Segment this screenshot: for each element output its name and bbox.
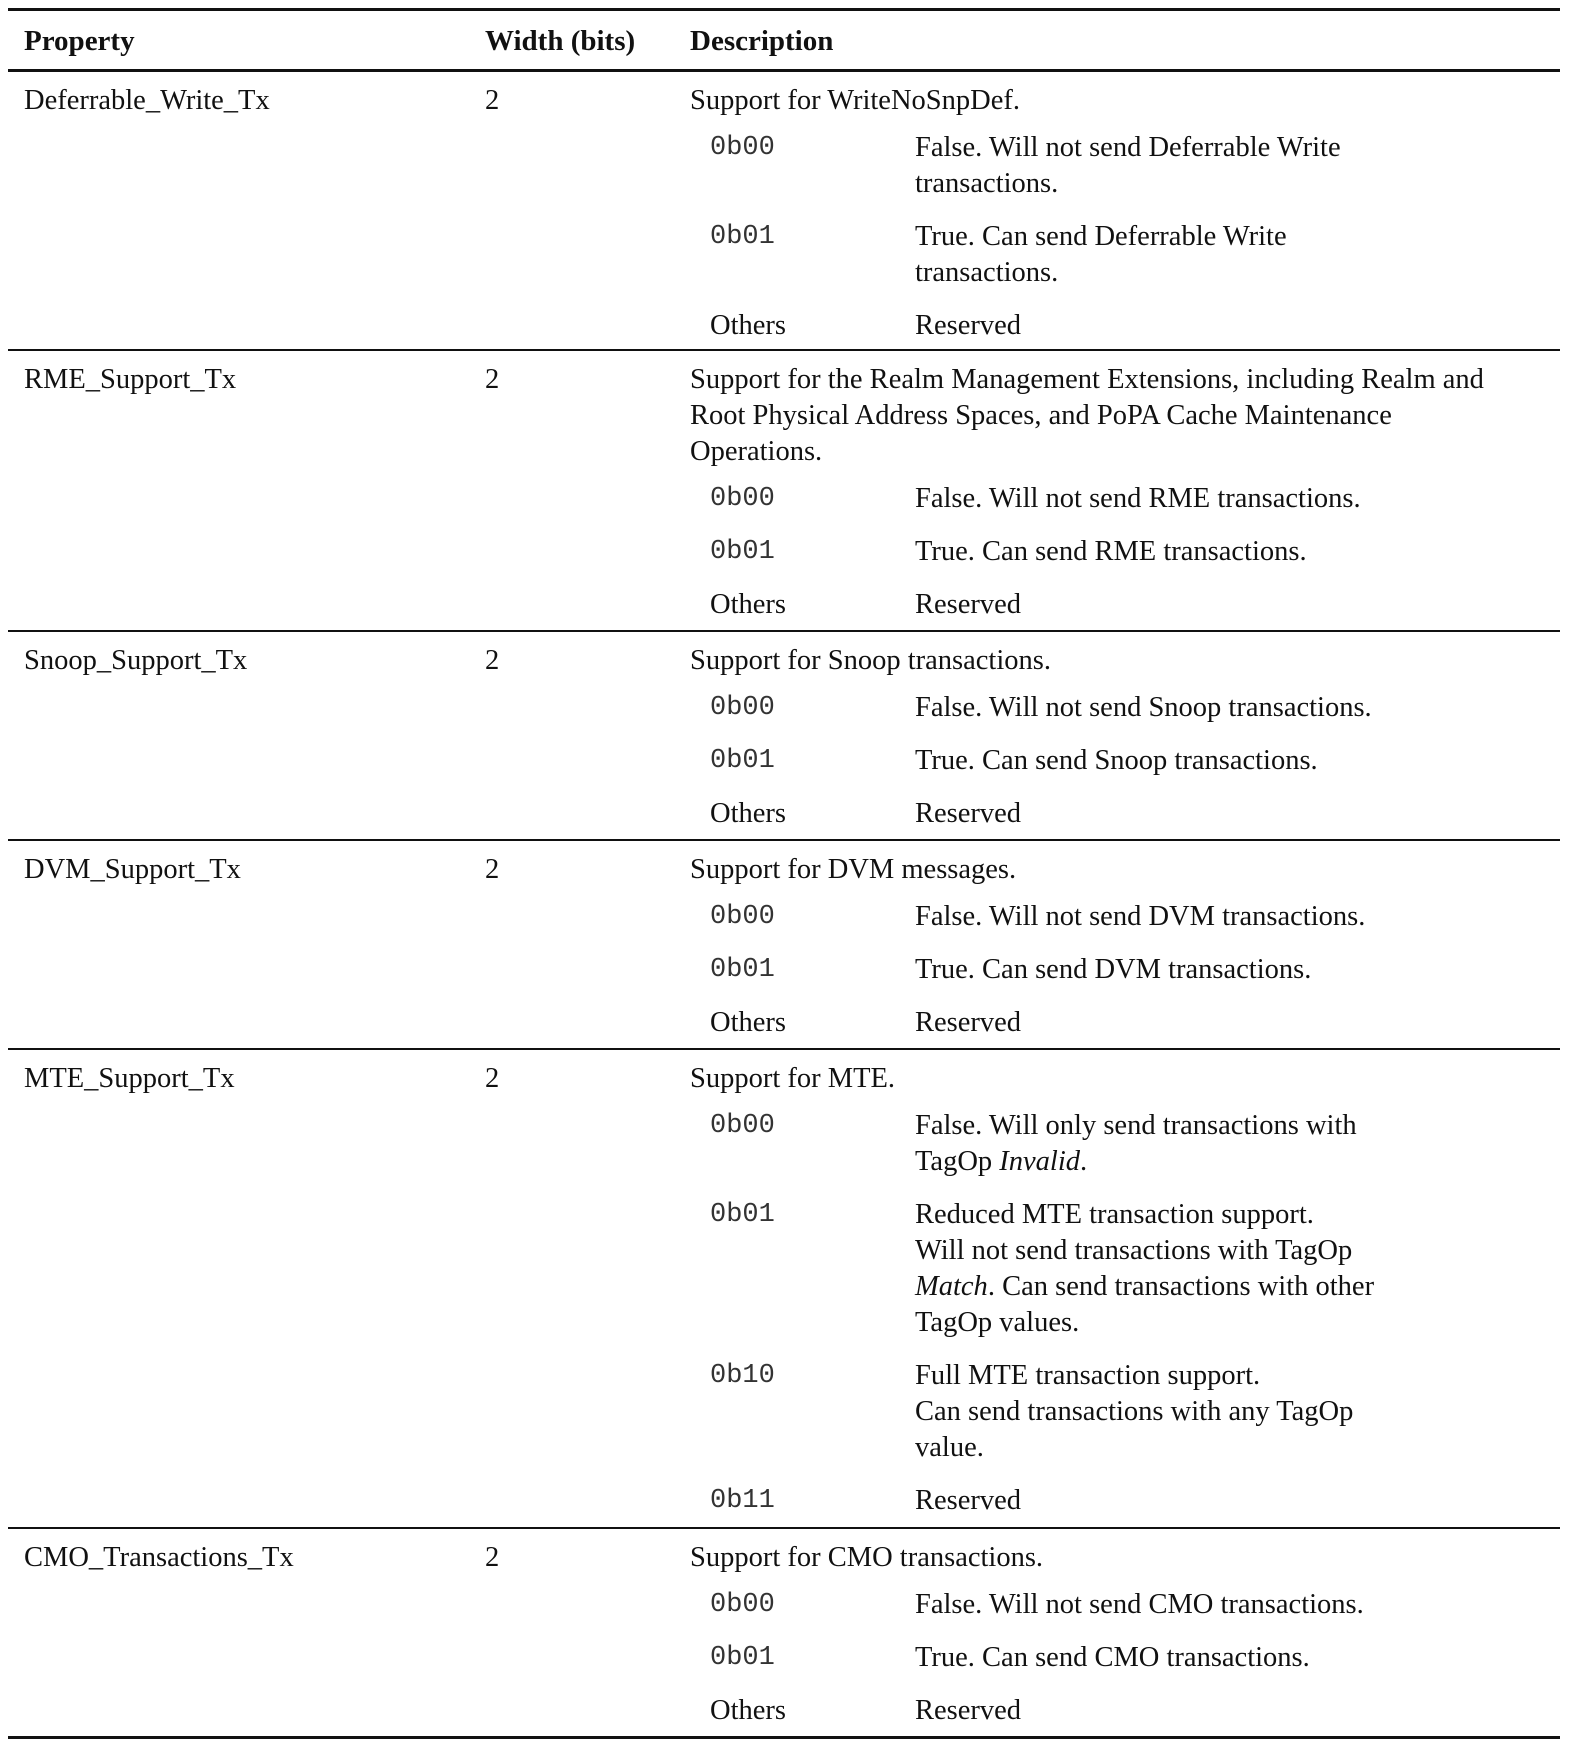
encoding-code: 0b00 [710, 1590, 775, 1620]
encoding-item [710, 130, 1550, 202]
encoding-item [710, 899, 1550, 935]
encoding-list [690, 130, 1550, 344]
encoding-list [690, 1587, 1550, 1729]
property-description [690, 1061, 1550, 1519]
encoding-line: Full MTE transaction support. [915, 1360, 1261, 1391]
description-summary: Support for Snoop transactions. [690, 645, 1051, 676]
encoding-text [915, 219, 1395, 291]
encoding-item [710, 743, 1550, 779]
property-name: Snoop_Support_Tx [24, 645, 248, 676]
table-row [8, 72, 1560, 349]
summary-line: Support for the Realm Management Extensions, including Realm and [690, 364, 1484, 395]
encoding-line: transactions. [915, 257, 1059, 288]
encoding-item [710, 952, 1550, 988]
encoding-line: Reserved [915, 310, 1022, 341]
encoding-code: 0b00 [710, 1111, 775, 1141]
encoding-item [710, 1108, 1550, 1180]
encoding-code: Others [710, 1695, 786, 1726]
description-summary: Support for WriteNoSnpDef. [690, 85, 1020, 116]
encoding-line: False. Will not send DVM transactions. [915, 901, 1366, 932]
description-summary: Support for DVM messages. [690, 854, 1017, 885]
tagop-value: Match [915, 1271, 988, 1302]
encoding-line [915, 1144, 1395, 1180]
encoding-code: 0b00 [710, 902, 775, 932]
description-summary: Support for MTE. [690, 1063, 896, 1094]
encoding-item [710, 796, 1550, 832]
property-name: MTE_Support_Tx [24, 1063, 235, 1094]
encoding-item [710, 308, 1550, 344]
encoding-text [915, 1358, 1395, 1466]
encoding-line: Reserved [915, 1485, 1022, 1516]
encoding-fragment: . Can send transactions with other [987, 1271, 1375, 1302]
encoding-fragment: . [1080, 1146, 1088, 1177]
encoding-code: 0b01 [710, 222, 775, 252]
encoding-fragment: TagOp [915, 1146, 1000, 1177]
summary-line: Operations. [690, 436, 823, 467]
encoding-text [915, 743, 1555, 779]
encoding-text [915, 1197, 1395, 1341]
encoding-code: Others [710, 798, 786, 829]
encoding-code: 0b10 [710, 1361, 775, 1391]
encoding-line [915, 1269, 1395, 1305]
encoding-line: False. Will not send RME transactions. [915, 483, 1361, 514]
encoding-line: Can send transactions with any TagOp [915, 1396, 1354, 1427]
encoding-text [915, 308, 1395, 344]
property-name: Deferrable_Write_Tx [24, 85, 270, 116]
property-name: RME_Support_Tx [24, 364, 237, 395]
encoding-code: 0b00 [710, 693, 775, 723]
encoding-code: 0b01 [710, 1643, 775, 1673]
encoding-item [710, 481, 1550, 517]
description-summary [690, 362, 1550, 470]
encoding-line: True. Can send RME transactions. [915, 536, 1307, 567]
encoding-code: 0b11 [710, 1486, 775, 1516]
encoding-text [915, 796, 1395, 832]
encoding-line: TagOp values. [915, 1307, 1080, 1338]
encoding-line: value. [915, 1432, 984, 1463]
encoding-line: Reserved [915, 1007, 1022, 1038]
encoding-item [710, 1197, 1550, 1341]
encoding-code: 0b01 [710, 746, 775, 776]
encoding-item [710, 587, 1550, 623]
encoding-text [915, 1587, 1555, 1623]
encoding-item [710, 1640, 1550, 1676]
property-description [690, 852, 1550, 1041]
encoding-text [915, 690, 1555, 726]
encoding-code: Others [710, 589, 786, 620]
encoding-text [915, 534, 1555, 570]
summary-line: Root Physical Address Spaces, and PoPA Cache Maintenance [690, 400, 1392, 431]
encoding-item [710, 1587, 1550, 1623]
header-width: Width (bits) [485, 25, 636, 57]
encoding-text [915, 952, 1555, 988]
encoding-code: 0b01 [710, 955, 775, 985]
encoding-line: True. Can send Deferrable Write [915, 221, 1287, 252]
encoding-list [690, 1108, 1550, 1519]
encoding-code: Others [710, 310, 786, 341]
encoding-code: 0b00 [710, 133, 775, 163]
property-width: 2 [485, 645, 500, 676]
header-description: Description [690, 25, 834, 57]
encoding-line: Reserved [915, 798, 1022, 829]
encoding-line: True. Can send CMO transactions. [915, 1642, 1310, 1673]
encoding-text [915, 1483, 1395, 1519]
encoding-text [915, 899, 1555, 935]
encoding-line: True. Can send DVM transactions. [915, 954, 1312, 985]
encoding-line: Will not send transactions with TagOp [915, 1235, 1353, 1266]
property-name: CMO_Transactions_Tx [24, 1542, 294, 1573]
encoding-line: False. Will not send CMO transactions. [915, 1589, 1364, 1620]
encoding-item [710, 219, 1550, 291]
table-row [8, 1050, 1560, 1527]
encoding-line: Reduced MTE transaction support. [915, 1199, 1314, 1230]
encoding-text [915, 587, 1395, 623]
encoding-item [710, 1358, 1550, 1466]
encoding-line: Reserved [915, 589, 1022, 620]
property-width: 2 [485, 1063, 500, 1094]
encoding-item [710, 1693, 1550, 1729]
encoding-list [690, 481, 1550, 623]
table-row [8, 351, 1560, 630]
property-width: 2 [485, 854, 500, 885]
property-width: 2 [485, 364, 500, 395]
property-description [690, 643, 1550, 832]
property-name: DVM_Support_Tx [24, 854, 241, 885]
encoding-text [915, 130, 1395, 202]
encoding-item [710, 534, 1550, 570]
property-width: 2 [485, 85, 500, 116]
encoding-line: Reserved [915, 1695, 1022, 1726]
property-width: 2 [485, 1542, 500, 1573]
encoding-code: 0b00 [710, 484, 775, 514]
header-property: Property [24, 25, 135, 57]
table-bottom-rule [8, 1736, 1560, 1739]
encoding-line: False. Will not send Deferrable Write [915, 132, 1341, 163]
property-table [8, 8, 1560, 1739]
table-row [8, 841, 1560, 1048]
encoding-text [915, 1005, 1395, 1041]
encoding-item [710, 1005, 1550, 1041]
encoding-code: Others [710, 1007, 786, 1038]
property-description [690, 83, 1550, 344]
encoding-item [710, 690, 1550, 726]
property-description [690, 362, 1550, 623]
encoding-line: True. Can send Snoop transactions. [915, 745, 1318, 776]
encoding-code: 0b01 [710, 1200, 775, 1230]
property-description [690, 1540, 1550, 1729]
tagop-value: Invalid [999, 1146, 1081, 1177]
encoding-text [915, 1108, 1395, 1180]
encoding-code: 0b01 [710, 537, 775, 567]
encoding-list [690, 899, 1550, 1041]
encoding-text [915, 481, 1555, 517]
encoding-list [690, 690, 1550, 832]
table-row [8, 632, 1560, 839]
encoding-line: transactions. [915, 168, 1059, 199]
encoding-text [915, 1640, 1555, 1676]
encoding-text [915, 1693, 1395, 1729]
table-header-row [8, 11, 1560, 69]
encoding-line: False. Will not send Snoop transactions. [915, 692, 1372, 723]
encoding-line: False. Will only send transactions with [915, 1110, 1357, 1141]
description-summary: Support for CMO transactions. [690, 1542, 1044, 1573]
encoding-item [710, 1483, 1550, 1519]
table-row [8, 1529, 1560, 1736]
